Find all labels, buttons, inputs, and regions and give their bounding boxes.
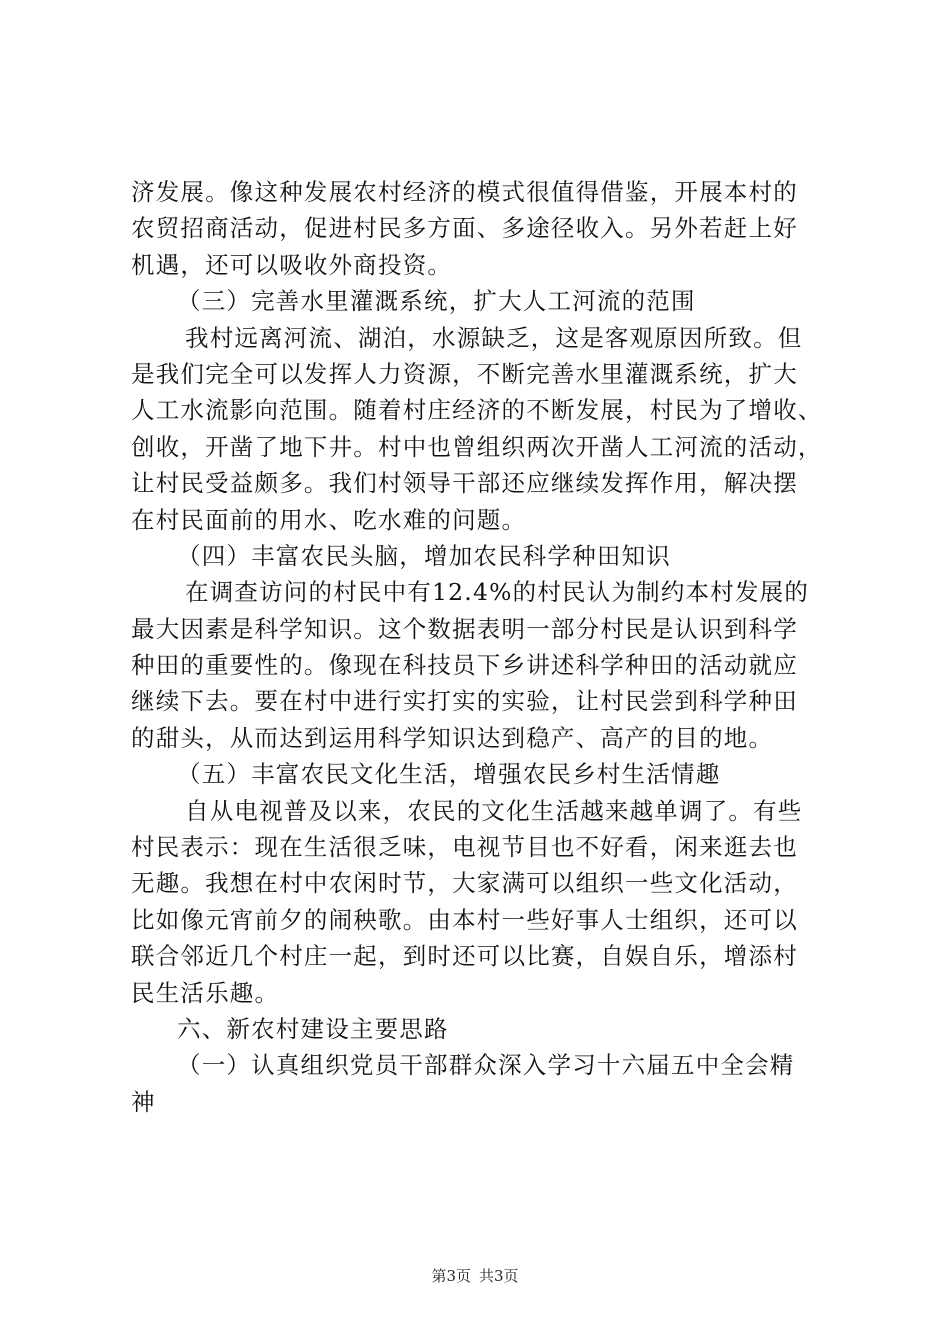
page-total: 共3页: [479, 1267, 519, 1285]
paragraph-line: 济发展。像这种发展农村经济的模式很值得借鉴，开展本村的: [131, 178, 798, 206]
page-footer: [0, 1266, 950, 1286]
paragraph-line: 我村远离河流、湖泊，水源缺乏，这是客观原因所致。但: [185, 323, 803, 352]
page-number: 第3页: [431, 1267, 471, 1285]
paragraph-line: 最大因素是科学知识。这个数据表明一部分村民是认识到科学: [131, 614, 798, 643]
paragraph-line: 人工水流影向范围。随着村庄经济的不断发展，村民为了增收、: [131, 396, 823, 425]
paragraph-line: 联合邻近几个村庄一起，到时还可以比赛，自娱自乐，增添村: [131, 942, 798, 971]
paragraph-line: 无趣。我想在村中农闲时节，大家满可以组织一些文化活动，: [131, 869, 798, 898]
paragraph-line: 在村民面前的用水、吃水难的问题。: [131, 505, 527, 534]
paragraph-line: 机遇，还可以吸收外商投资。: [131, 250, 453, 279]
paragraph-line: 种田的重要性的。像现在科技员下乡讲述科学种田的活动就应: [131, 651, 798, 680]
section-heading: 六、新农村建设主要思路: [177, 1014, 449, 1043]
paragraph-line: 继续下去。要在村中进行实打实的实验，让村民尝到科学种田: [131, 687, 798, 716]
paragraph-line: 民生活乐趣。: [131, 978, 280, 1007]
paragraph-line: 比如像元宵前夕的闹秧歌。由本村一些好事人士组织，还可以: [131, 905, 798, 934]
paragraph-line: 农贸招商活动，促进村民多方面、多途径收入。另外若赶上好: [131, 214, 798, 243]
paragraph-line: 自从电视普及以来，农民的文化生活越来越单调了。有些: [185, 796, 803, 825]
paragraph-line: 是我们完全可以发挥人力资源，不断完善水里灌溉系统，扩大: [131, 359, 798, 388]
subsection-heading: （一）认真组织党员干部群众深入学习十六届五中全会精: [177, 1051, 795, 1080]
section-heading: （四）丰富农民头脑，增加农民科学种田知识: [177, 541, 671, 570]
paragraph-line: 的甜头，从而达到运用科学知识达到稳产、高产的目的地。: [131, 723, 774, 752]
document-body: [131, 174, 831, 1120]
paragraph-line: 在调查访问的村民中有12.4%的村民认为制约本村发展的: [185, 578, 810, 607]
paragraph-line: 村民表示：现在生活很乏味，电视节目也不好看，闲来逛去也: [131, 833, 798, 862]
section-heading: （五）丰富农民文化生活，增强农民乡村生活情趣: [177, 760, 721, 789]
paragraph-line: 神: [131, 1087, 156, 1116]
paragraph-line: 让村民受益颇多。我们村领导干部还应继续发挥作用，解决摆: [131, 469, 798, 498]
section-heading: （三）完善水里灌溉系统，扩大人工河流的范围: [177, 287, 696, 316]
paragraph-line: 创收，开凿了地下井。村中也曾组织两次开凿人工河流的活动，: [131, 432, 823, 461]
